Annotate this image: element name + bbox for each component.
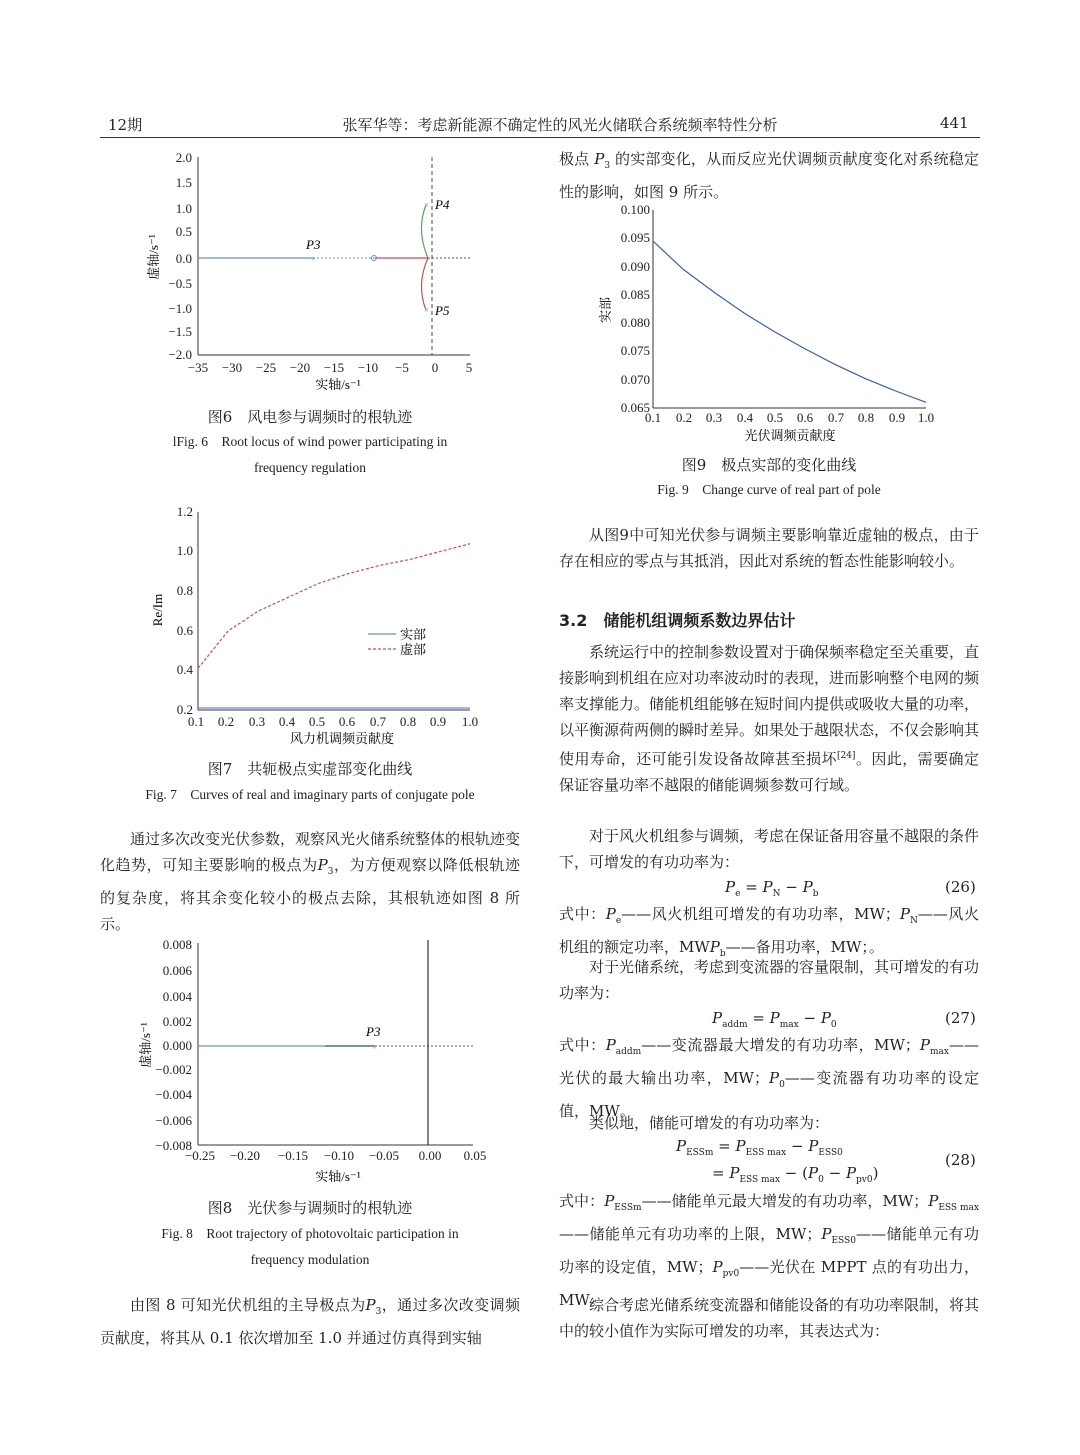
fig6-label-p3: P3 — [306, 237, 321, 252]
page-number: 441 — [940, 114, 969, 132]
fig7-ytick: 0.4 — [176, 662, 193, 677]
fig9-xtick: 1.0 — [917, 410, 935, 425]
right-paragraph-1: 从图9中可知光伏参与调频主要影响靠近虚轴的极点，由于存在相应的零点与其抵消，因此对系统的暂态性能影响较小。 — [559, 526, 979, 570]
fig9-ytick: 0.090 — [620, 259, 650, 274]
fig6-xtick: −10 — [357, 360, 379, 375]
fig8-pole-mark: × — [372, 1042, 378, 1052]
fig9-chart — [590, 198, 950, 448]
fig8-ytick: 0.008 — [162, 937, 192, 952]
fig7-caption-zh: 图7 共轭极点实虚部变化曲线 — [207, 760, 413, 778]
fig8-xtick: −0.05 — [368, 1148, 400, 1163]
fig6-xtick: −15 — [323, 360, 345, 375]
fig6-caption-zh: 图6 风电参与调频时的根轨迹 — [207, 408, 413, 426]
fig6-label-p4: P4 — [435, 197, 450, 212]
right-paragraph-6: 式中：$P_{addm}——$变流器最大增发的有功功率，MW；$P_{max}——$光伏的最大输出功率，MW；$P_0——$变流器有功功率的设定值，MW。 — [559, 1036, 979, 1120]
fig7-xtick: 0.8 — [399, 714, 417, 729]
fig6-xtick: −35 — [187, 360, 209, 375]
fig6-xtick: −25 — [255, 360, 277, 375]
equation-28-number: (28) — [945, 1151, 976, 1169]
fig7-xtick: 0.5 — [308, 714, 326, 729]
fig6-pole-mark: × — [424, 305, 430, 315]
fig7-xtick: 0.3 — [248, 714, 266, 729]
running-title: 张军华等：考虑新能源不确定性的风光火储联合系统频率特性分析 — [342, 116, 778, 134]
fig9-ytick: 0.070 — [620, 372, 650, 387]
fig8-ytick: 0.006 — [162, 963, 192, 978]
fig9-series-real — [653, 241, 926, 402]
fig7-ylabel: Re/Im — [150, 593, 165, 627]
fig6-ytick: −1.0 — [168, 301, 192, 316]
equation-26: $P_e = P_N - P_b$ — [725, 878, 819, 899]
fig6-xtick: 5 — [465, 360, 473, 375]
fig6-xlabel: 实轴/s⁻¹ — [315, 377, 361, 392]
right-paragraph-3: 对于风火机组参与调频，考虑在保证备用容量不越限的条件下，可增发的有功功率为： — [559, 827, 980, 871]
fig9-ytick: 0.095 — [620, 230, 650, 245]
fig9-xlabel: 光伏调频贡献度 — [744, 428, 836, 443]
fig7-xtick: 0.6 — [338, 714, 356, 729]
fig9-xtick: 0.1 — [644, 410, 662, 425]
fig6-red-lower-branch — [421, 258, 428, 310]
fig6-xtick: −30 — [221, 360, 243, 375]
fig6-xtick: −20 — [289, 360, 311, 375]
left-paragraph-1: 通过多次改变光伏参数，观察风光火储系统整体的根轨迹变化趋势，可知主要影响的极点为$P_3$，为方便观察以降低根轨迹的复杂度，将其余变化较小的极点去除，其根轨迹如图 8 所示。 — [100, 830, 521, 933]
fig9-xtick: 0.7 — [827, 410, 845, 425]
fig6-pole-mark: × — [424, 200, 430, 210]
fig8-ylabel: 虚轴/s⁻¹ — [138, 1022, 153, 1068]
fig9-xtick: 0.6 — [796, 410, 814, 425]
fig6-ytick: 0.5 — [175, 224, 192, 239]
fig8-ytick: −0.004 — [155, 1087, 192, 1102]
fig6-label-p5: P5 — [435, 303, 450, 318]
fig9-caption-en: Fig. 9 Change curve of real part of pole — [657, 482, 881, 497]
fig6-caption-en-line2: frequency regulation — [253, 460, 367, 475]
right-paragraph-9: 综合考虑光储系统变流器和储能设备的有功功率限制，将其中的较小值作为实际可增发的功率，其表达式为： — [559, 1296, 980, 1340]
fig8-ytick: 0.004 — [162, 989, 192, 1004]
issue-number: 12期 — [108, 116, 143, 134]
fig7-xtick: 0.4 — [278, 714, 296, 729]
right-paragraph-0: 极点 $P_3$ 的实部变化，从而反应光伏调频贡献度变化对系统稳定性的影响，如图 9 所示。 — [559, 150, 979, 201]
right-paragraph-8: 式中：$P_{ESSm}——$储能单元最大增发的有功功率，MW；$P_{ESS max}——$储能单元有功功率的上限，MW；$P_{ESS0}——$储能单元有功功率的设定值，MW；$P_{pv0}——$光伏在 MPPT 点的有功出力，MW。 — [559, 1192, 979, 1309]
fig6-ytick: 0.0 — [175, 251, 192, 266]
fig6-ytick: 2.0 — [175, 150, 192, 165]
fig7-legend-real: 实部 — [400, 627, 427, 642]
equation-27-number: (27) — [945, 1009, 976, 1027]
fig9-xtick: 0.8 — [857, 410, 875, 425]
equation-26-number: (26) — [945, 878, 976, 896]
fig9-xtick: 0.2 — [675, 410, 693, 425]
equation-28-line1: $P_{ESSm} = P_{ESS max} - P_{ESS0}$ — [676, 1137, 843, 1158]
fig8-ytick: 0.002 — [162, 1014, 192, 1029]
fig7-legend-imag: 虚部 — [400, 642, 427, 657]
fig7-xtick: 0.7 — [369, 714, 387, 729]
fig8-xtick: 0.00 — [418, 1148, 442, 1163]
fig9-ytick: 0.080 — [620, 315, 650, 330]
fig8-ytick: −0.002 — [155, 1062, 192, 1077]
header-rule — [100, 137, 980, 138]
fig7-series-imag — [198, 544, 470, 669]
fig9-xtick: 0.3 — [705, 410, 723, 425]
fig7-caption-en: Fig. 7 Curves of real and imaginary parts of conjugate pole — [145, 787, 475, 802]
fig6-pole-mark: × — [311, 254, 317, 264]
fig9-ytick: 0.075 — [620, 343, 650, 358]
fig7-ytick: 1.0 — [176, 543, 193, 558]
equation-27: $P_{addm} = P_{max} - P_0$ — [712, 1009, 837, 1030]
fig6-xtick: 0 — [431, 360, 439, 375]
fig7-chart — [140, 500, 500, 750]
fig7-xlabel: 风力机调频贡献度 — [289, 731, 395, 746]
left-paragraph-2: 由图 8 可知光伏机组的主导极点为$P_3$，通过多次改变调频贡献度，将其从 0.1 依次增加至 1.0 并通过仿真得到实轴 — [100, 1296, 520, 1347]
right-paragraph-5: 对于光储系统，考虑到变流器的容量限制，其可增发的有功功率为： — [559, 958, 980, 1002]
fig9-ylabel: 实部 — [598, 296, 613, 324]
fig6-xtick: −5 — [395, 360, 409, 375]
fig8-xtick: −0.25 — [184, 1148, 216, 1163]
fig8-xlabel: 实轴/s⁻¹ — [315, 1169, 361, 1184]
fig6-ytick: 1.5 — [175, 175, 192, 190]
fig6-ytick: −0.5 — [168, 276, 192, 291]
fig6-ytick: 1.0 — [175, 201, 192, 216]
fig8-xtick: 0.05 — [463, 1148, 487, 1163]
fig8-xtick: −0.10 — [323, 1148, 355, 1163]
fig9-ytick: 0.065 — [620, 400, 650, 415]
fig9-ytick: 0.100 — [620, 202, 650, 217]
fig9-ytick: 0.085 — [620, 287, 650, 302]
fig6-ytick: −2.0 — [168, 347, 192, 362]
right-paragraph-2: 系统运行中的控制参数设置对于确保频率稳定至关重要，直接影响到机组在应对功率波动时的表现，进而影响整个电网的频率支撑能力。储能机组能够在短时间内提供或吸收大量的功率，以平衡源荷两侧的瞬时差异。如果处于越限状态，不仅会影响其使用寿命，还可能引发设备故障甚至损坏[24]。因此，需要确定保证容量功率不越限的储能调频参数可行域。 — [559, 643, 980, 794]
section-heading-3-2: 3.2 储能机组调频系数边界估计 — [559, 611, 796, 630]
fig8-ytick: −0.006 — [155, 1113, 192, 1128]
fig9-xtick: 0.5 — [766, 410, 784, 425]
fig8-ytick: 0.000 — [162, 1038, 192, 1053]
fig7-xtick: 0.9 — [429, 714, 447, 729]
fig8-caption-en-line2: frequency modulation — [250, 1252, 370, 1267]
fig7-xtick: 0.2 — [217, 714, 235, 729]
fig8-caption-en-line1: Fig. 8 Root trajectory of photovoltaic participation in — [161, 1226, 459, 1241]
equation-28-line2: = $P_{ESS max} - (P_0 - P_{pv0})$ — [712, 1164, 879, 1185]
fig9-caption-zh: 图9 极点实部的变化曲线 — [681, 456, 857, 474]
fig9-xtick: 0.4 — [736, 410, 754, 425]
fig6-ylabel: 虚轴/s⁻¹ — [146, 234, 161, 280]
fig8-ytick: −0.008 — [155, 1138, 192, 1153]
fig8-label-p3: P3 — [366, 1024, 381, 1039]
fig7-ytick: 0.2 — [176, 702, 193, 717]
fig6-green-branch — [421, 205, 428, 258]
fig8-xtick: −0.15 — [277, 1148, 309, 1163]
fig8-caption-zh: 图8 光伏参与调频时的根轨迹 — [207, 1199, 413, 1217]
right-paragraph-4: 式中：$P_e——$风火机组可增发的有功功率，MW；$P_N——$风火机组的额定功率，$MWP_b——$备用功率，MW；。 — [559, 905, 979, 959]
fig7-ytick: 1.2 — [176, 504, 193, 519]
fig7-xtick: 1.0 — [461, 714, 479, 729]
fig6-ytick: −1.5 — [168, 324, 192, 339]
fig6-caption-en-line1: lFig. 6 Root locus of wind power participating in — [172, 434, 448, 449]
fig6-root-locus — [130, 145, 490, 395]
fig7-ytick: 0.8 — [176, 583, 193, 598]
fig7-xtick: 0.1 — [187, 714, 205, 729]
fig9-xtick: 0.9 — [888, 410, 906, 425]
right-paragraph-7: 类似地，储能可增发的有功功率为： — [589, 1114, 830, 1132]
fig8-xtick: −0.20 — [229, 1148, 261, 1163]
fig8-root-trajectory — [130, 935, 495, 1190]
fig7-ytick: 0.6 — [176, 623, 193, 638]
